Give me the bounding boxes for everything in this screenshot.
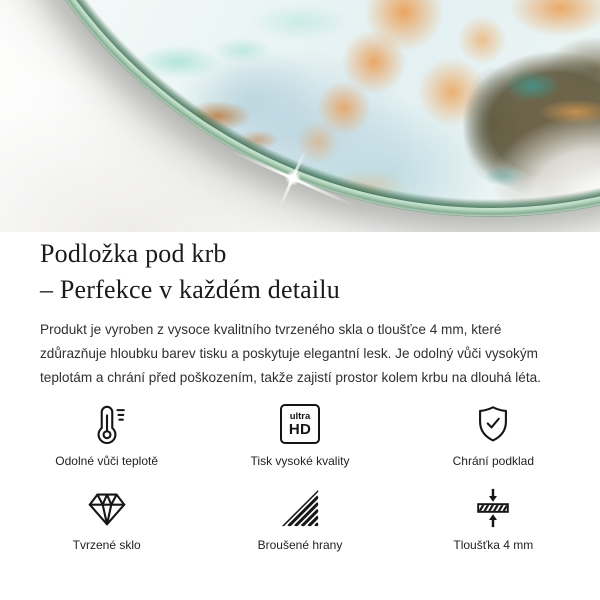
feature-label: Tloušťka 4 mm	[453, 538, 534, 552]
page-title	[40, 236, 570, 308]
ultra-hd-icon-text-top: ultra	[289, 410, 311, 422]
feature-label: Tvrzené sklo	[72, 538, 141, 552]
glass-disc-artwork	[0, 0, 600, 232]
feature-heat-resistant	[10, 402, 203, 468]
feature-label: Tisk vysoké kvality	[250, 454, 350, 468]
product-hero-image	[0, 0, 600, 232]
product-description: Produkt je vyroben z vysoce kvalitního tvrzeného skla o tloušťce 4 mm, které zdůrazňuje hloubku barev tisku a poskytuje elegantní lesk. Je odolný vůči vysokým teplotám a chrání před poškozením, takže zajistí prostor kolem krbu na dlouhá léta.	[40, 322, 541, 385]
feature-label: Odolné vůči teplotě	[55, 454, 159, 468]
feature-print-quality	[203, 402, 396, 468]
feature-tempered-glass	[10, 486, 203, 552]
diamond-icon	[85, 486, 129, 530]
thickness-arrows-icon	[471, 486, 515, 530]
ultra-hd-icon-text-bottom: HD	[288, 420, 312, 438]
features-grid	[0, 402, 600, 552]
feature-label: Chrání podklad	[452, 454, 535, 468]
beveled-edge-icon	[278, 486, 322, 530]
ultra-hd-icon	[280, 402, 320, 446]
feature-protects-surface	[397, 402, 590, 468]
thermometer-icon	[85, 402, 129, 446]
feature-ground-edges	[203, 486, 396, 552]
feature-label: Broušené hrany	[257, 538, 343, 552]
product-info-section	[0, 236, 600, 552]
page-title-line2: – Perfekce v každém detailu	[40, 275, 340, 304]
feature-thickness	[397, 486, 590, 552]
page-title-line1: Podložka pod krb	[40, 239, 227, 268]
shield-check-icon	[471, 402, 515, 446]
